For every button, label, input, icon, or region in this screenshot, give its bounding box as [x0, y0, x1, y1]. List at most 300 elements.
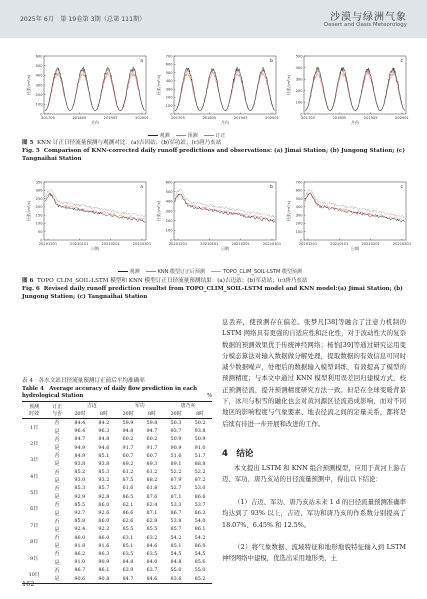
legend-corr-swatch: [204, 135, 214, 136]
table-cell: 61.8: [146, 485, 158, 492]
table-cell: 89.1: [170, 460, 182, 467]
legend-obs-label: 观测: [159, 133, 170, 139]
panel-label: c: [400, 59, 403, 64]
y-tick-label: 400: [295, 205, 303, 210]
legend-obs-label: 观测: [129, 269, 140, 275]
fig6-label-cn: 图 6: [22, 278, 34, 284]
journal-title-cn: 沙漠与绿洲气象: [330, 12, 407, 23]
table-cell: 86.0: [194, 542, 206, 549]
table-row: [22, 427, 212, 435]
table-cell: 85.6: [194, 559, 206, 566]
panel-label: a: [140, 59, 143, 64]
row-corrected-flag: 否: [54, 551, 60, 558]
table-cell: 85.1: [98, 452, 110, 459]
table-cell: 96.4: [74, 428, 86, 435]
y-tick-label: 200: [295, 221, 303, 226]
table-cell: 62.4: [146, 501, 158, 508]
table-cell: 63.5: [146, 550, 158, 557]
table-cell: 54.2: [170, 534, 182, 541]
x-tick-label: 201905: [233, 116, 248, 120]
row-corrected-flag: 否: [54, 436, 60, 443]
table-cell: 84.6: [146, 575, 158, 582]
figure-6: [22, 178, 412, 264]
table-cell: 84.9: [74, 452, 86, 459]
table-row: [22, 435, 212, 443]
figure-6-legend: [118, 268, 302, 275]
fig5-caption-en: Comparison of KNN-corrected daily runoff predictions and observations: (a) Jimai Station; (b) Jungong Station; (c) Tangnaihai Station: [22, 147, 405, 162]
y-tick-label: 600: [295, 188, 303, 193]
y-tick-label: 300: [165, 209, 173, 214]
y-tick-label: 500: [35, 63, 43, 68]
series-line: [45, 69, 145, 110]
x-tick-label: 201805: [202, 116, 217, 120]
figure-svg: [22, 52, 407, 140]
page-number: 162: [22, 580, 35, 588]
figure-5: [22, 52, 407, 140]
x-tick-label: 20210201: [101, 242, 120, 246]
table-row: [22, 460, 212, 468]
legend-knn-label: KNN 模型订正后预测: [157, 269, 205, 275]
table-row: [22, 493, 212, 501]
plot-frame: [44, 182, 146, 240]
section-heading-conclusion: 4 结论: [222, 449, 254, 459]
fig5-caption-cn: KNN 订正日径流量预测与观测对比：(a)吉因站；(b)军功站；(c)唐乃亥站: [37, 140, 222, 146]
chart-panel: [26, 54, 149, 125]
x-tick-label: 20210101: [70, 242, 89, 246]
table-cell: 92.8: [98, 493, 110, 500]
y-tick-label: 200: [165, 95, 173, 100]
series-line: [45, 72, 145, 111]
table-cell: 60.2: [122, 436, 134, 443]
table-cell: 53.7: [194, 501, 206, 508]
col-subhead-time: 20时: [170, 411, 182, 418]
table-cell: 50.3: [170, 419, 182, 426]
plot-frame: [304, 182, 406, 240]
legend-knn-swatch: [146, 271, 156, 272]
y-tick-label: 400: [35, 73, 43, 78]
row-day-label: 6日: [30, 506, 39, 513]
table-cell: 86.0: [98, 534, 110, 541]
series-line: [305, 67, 405, 111]
table-cell: 53.3: [170, 501, 182, 508]
series-line: [175, 67, 275, 111]
table-cell: 84.0: [146, 559, 158, 566]
table-row: [22, 468, 212, 476]
table-cell: 90.6: [74, 575, 86, 582]
y-tick-label: 300: [295, 77, 303, 82]
table-cell: 54.0: [194, 518, 206, 525]
row-day-label: 8日: [30, 539, 39, 546]
row-corrected-flag: 是: [54, 510, 60, 517]
table-cell: 61.2: [146, 469, 158, 476]
y-axis-label: 径流/(m³/s): [286, 200, 291, 222]
panel-label: c: [400, 185, 403, 190]
y-tick-label: 350: [35, 180, 43, 185]
table-cell: 90.9: [98, 559, 110, 566]
legend-obs-swatch: [118, 271, 128, 272]
row-corrected-flag: 是: [54, 559, 60, 566]
table-cell: 86.6: [122, 510, 134, 517]
table-cell: 85.8: [74, 518, 86, 525]
fig5-label-en: Fig. 5: [22, 147, 40, 154]
table-cell: 87.2: [194, 477, 206, 484]
row-corrected-flag: 否: [54, 485, 60, 492]
table-cell: 85.3: [98, 469, 110, 476]
y-tick-label: 500: [295, 54, 303, 59]
issue-info: 2025年 6月 第 19卷第 3期（总第 111期）: [20, 16, 146, 23]
table-cell: 51.7: [194, 452, 206, 459]
table-cell: 94.9: [74, 444, 86, 451]
conclusion-intro: 本文提出 LSTM 和 KNN 组合预测模型，应用于黄河上游吉迈、军功、唐乃亥站的日径流量预测中，得出以下结论：: [222, 464, 406, 484]
table-cell: 63.2: [146, 534, 158, 541]
table-cell: 86.2: [74, 550, 86, 557]
chart-panel: [156, 180, 281, 251]
legend-pred-label: 预测: [187, 133, 198, 139]
table-cell: 92.2: [98, 526, 110, 533]
row-corrected-flag: 是: [54, 428, 60, 435]
table-cell: 52.7: [170, 485, 182, 492]
chart-panel: [286, 54, 409, 125]
x-tick-label: 201905: [363, 116, 378, 120]
series-line: [305, 72, 405, 110]
figure-svg: [22, 178, 412, 266]
table-cell: 90.8: [98, 575, 110, 582]
fig6-caption-cn: TOPO_CLIM_SOIL-LSTM 模型和 KNN 模型订正日径流量预测结果：(a)吉迈站；(b)军功站；(c)唐乃亥站: [37, 278, 308, 284]
col-subhead-time: 8时: [196, 411, 205, 418]
row-day-label: 1日: [30, 424, 39, 431]
plot-frame: [44, 56, 146, 114]
table-cell: 54.2: [194, 534, 206, 541]
table-cell: 85.5: [74, 501, 86, 508]
row-corrected-flag: 是: [54, 494, 60, 501]
plot-frame: [304, 56, 406, 114]
table-cell: 60.7: [122, 452, 134, 459]
y-tick-label: 500: [165, 70, 173, 75]
legend-corr-label: 订正: [215, 133, 226, 139]
x-tick-label: 201705: [171, 116, 185, 120]
table-cell: 86.5: [122, 493, 134, 500]
table-row: [22, 501, 212, 509]
table-cell: 92.6: [98, 510, 110, 517]
row-corrected-flag: 否: [54, 502, 60, 509]
row-day-label: 4日: [30, 473, 39, 480]
x-axis-label: 月份: [351, 120, 359, 125]
table-cell: 86.0: [98, 501, 110, 508]
table-cell: 86.1: [194, 526, 206, 533]
series-line: [305, 193, 405, 222]
table-4-unit: %: [206, 392, 212, 399]
table-cell: 50.2: [194, 419, 206, 426]
table-cell: 94.8: [122, 428, 134, 435]
table-cell: 92.9: [74, 493, 86, 500]
series-line: [175, 72, 275, 111]
y-tick-label: 400: [165, 79, 173, 84]
series-line: [45, 193, 145, 223]
y-tick-label: 100: [165, 104, 173, 109]
table-row: [22, 452, 212, 460]
row-day-label: 2日: [30, 440, 39, 447]
legend-pred-swatch: [176, 135, 186, 136]
table-cell: 54.5: [194, 550, 206, 557]
table-cell: 92.4: [74, 526, 86, 533]
legend-obs-swatch: [148, 135, 158, 136]
table-cell: 83.6: [170, 575, 182, 582]
y-tick-label: 50: [37, 230, 43, 235]
table-cell: 62.8: [146, 518, 158, 525]
panel-label: a: [140, 185, 143, 190]
table-cell: 63.5: [122, 550, 134, 557]
table-cell: 86.6: [194, 493, 206, 500]
table-row: [22, 534, 212, 542]
table-cell: 85.7: [170, 526, 182, 533]
table-cell: 55.0: [170, 567, 182, 574]
table-cell: 85.2: [74, 469, 86, 476]
y-tick-label: 300: [295, 213, 303, 218]
x-tick-label: 201905: [103, 116, 118, 120]
table-cell: 87.9: [170, 477, 182, 484]
legend-lstm-swatch: [211, 271, 221, 272]
y-tick-label: 100: [295, 230, 303, 235]
y-tick-label: 300: [35, 83, 43, 88]
table-cell: 88.8: [194, 460, 206, 467]
chart-panel: [26, 180, 151, 251]
fig5-label-cn: 图 5: [22, 140, 34, 146]
table-row: [22, 558, 212, 566]
legend-lstm-label: TOPO_CLIM_SOIL-LSTM 模型预测: [222, 269, 302, 275]
x-tick-label: 20210301: [132, 242, 152, 246]
x-tick-label: 20210101: [200, 242, 219, 246]
x-tick-label: 20201201: [38, 242, 58, 246]
table-cell: 91.7: [146, 444, 158, 451]
chart-panel: [156, 54, 279, 125]
row-corrected-flag: 是: [54, 543, 60, 550]
row-day-label: 9日: [30, 555, 39, 562]
table-4-caption-cn: 表 4 各水文站日径流量预测订正前后平均准确率: [22, 378, 145, 384]
x-tick-label: 202001: [265, 116, 279, 120]
figure-5-caption: [22, 140, 407, 163]
table-cell: 92.7: [74, 510, 86, 517]
series-line: [305, 68, 405, 110]
fig6-label-en: Fig. 6: [22, 285, 40, 292]
table-cell: 62.6: [122, 518, 134, 525]
y-tick-label: 400: [295, 65, 303, 70]
table-cell: 86.2: [194, 510, 206, 517]
table-cell: 54.5: [170, 550, 182, 557]
y-tick-label: 600: [35, 54, 43, 59]
row-corrected-flag: 否: [54, 567, 60, 574]
table-row: [22, 574, 212, 583]
accuracy-table: [22, 401, 212, 584]
y-tick-label: 500: [295, 196, 303, 201]
y-tick-label: 0: [170, 112, 173, 117]
row-corrected-flag: 是: [54, 526, 60, 533]
table-cell: 61.6: [122, 485, 134, 492]
table-cell: 93.0: [74, 477, 86, 484]
x-tick-label: 201705: [301, 116, 315, 120]
table-cell: 89.2: [122, 460, 134, 467]
table-cell: 60.7: [146, 452, 158, 459]
table-cell: 91.0: [74, 559, 86, 566]
table-cell: 94.6: [98, 444, 110, 451]
table-cell: 60.2: [146, 436, 158, 443]
col-head-corr: 订正 与否: [46, 401, 67, 418]
table-cell: 85.5: [122, 526, 134, 533]
row-day-label: 7日: [30, 522, 39, 529]
table-cell: 62.1: [122, 501, 134, 508]
table-row: [22, 443, 212, 451]
table-cell: 86.3: [98, 550, 110, 557]
y-axis-label: 径流/(m³/s): [286, 74, 291, 96]
y-axis-label: 径流/(m³/s): [156, 74, 161, 96]
table-cell: 96.3: [98, 428, 110, 435]
row-corrected-flag: 否: [54, 518, 60, 525]
table-cell: 84.8: [122, 559, 134, 566]
x-tick-label: 201705: [41, 116, 55, 120]
y-tick-label: 200: [35, 92, 43, 97]
table-row: [22, 509, 212, 517]
table-cell: 86.1: [98, 567, 110, 574]
table-cell: 93.8: [98, 460, 110, 467]
series-line: [305, 189, 405, 217]
figure-5-legend: [148, 132, 226, 139]
table-cell: 52.2: [170, 469, 182, 476]
col-head-station: 吉迈: [86, 403, 97, 410]
table-cell: 86.0: [98, 518, 110, 525]
table-row: [22, 566, 212, 574]
discussion-paragraph: 息丢弃，使预测存在偏差。张梦凡[38]等融合了注意力机制的 LSTM 网络具有更强的自适应性和泛化性，对于波动性大的复杂数据的预测效果优于传统神经网络；杨怡[39]等通过研究运用变分模态算法对输入数据做分解处理，提取数据的有效信息可同时减少数据噪声，处理后的数据输入模型训练，有效提高了模型的预测精度；与本文中通过 KNN 模型利用误差回归建模方式，校正预测径流，提升预测精度研究方法一致。但是在全球变暖背景下，冰川与积雪的融化也会对黄河源区径流造成影响，而对不同地区的影响程度与气象要素、地表径流之间的定量关系，都将是后续有待进一步开展和改进的工作。: [222, 318, 406, 428]
x-axis-label: 日期: [351, 246, 359, 251]
table-cell: 85.1: [170, 542, 182, 549]
y-tick-label: 150: [35, 213, 43, 218]
table-cell: 84.8: [170, 559, 182, 566]
table-cell: 91.0: [194, 444, 206, 451]
table-cell: 84.7: [122, 575, 134, 582]
y-tick-label: 300: [165, 87, 173, 92]
row-day-label: 5日: [30, 490, 39, 497]
table-cell: 53.0: [194, 485, 206, 492]
y-tick-label: 300: [35, 188, 43, 193]
table-cell: 50.9: [194, 436, 206, 443]
table-cell: 85.3: [74, 485, 86, 492]
table-cell: 59.9: [122, 419, 134, 426]
x-tick-label: 202001: [395, 116, 409, 120]
table-cell: 91.6: [98, 542, 110, 549]
table-cell: 87.5: [122, 477, 134, 484]
table-cell: 50.9: [170, 436, 182, 443]
table-row: [22, 517, 212, 525]
x-axis-label: 月份: [221, 120, 229, 125]
table-cell: 87.6: [146, 493, 158, 500]
x-tick-label: 201805: [332, 116, 347, 120]
y-tick-label: 500: [165, 189, 173, 194]
col-subhead-time: 20时: [122, 411, 134, 418]
table-cell: 91.8: [74, 542, 86, 549]
table-cell: 55.0: [194, 567, 206, 574]
table-4-caption-en: Table 4 Average accuracy of daily flow prediction in each hydrological Station: [22, 385, 198, 399]
col-head-day: 预测 时效: [22, 401, 46, 418]
table-cell: 63.1: [122, 534, 134, 541]
y-tick-label: 0: [300, 112, 303, 117]
y-tick-label: 0: [170, 238, 173, 243]
y-tick-label: 100: [35, 221, 43, 226]
table-cell: 53.8: [170, 518, 182, 525]
table-cell: 84.8: [98, 436, 110, 443]
x-tick-label: 20210201: [361, 242, 380, 246]
table-cell: 84.4: [74, 419, 86, 426]
row-corrected-flag: 否: [54, 453, 60, 460]
y-axis-label: 径流/(m³/s): [156, 200, 161, 222]
fig6-caption-en: Revised daily runoff prediction resultst from TOPO_CLIM_SOIL-LSTM model and KNN model:(a) Jimai Station; (b) Jungong Station; (c) Tangnaihai Station: [22, 285, 403, 300]
x-tick-label: 20210301: [392, 242, 412, 246]
journal-title-en: Desert and Oasis Meteorology: [323, 22, 407, 28]
table-cell: 59.8: [146, 419, 158, 426]
plot-frame: [174, 182, 276, 240]
series-line: [175, 189, 275, 218]
row-corrected-flag: 是: [54, 461, 60, 468]
table-cell: 63.9: [122, 567, 134, 574]
x-tick-label: 20210301: [262, 242, 282, 246]
table-cell: 52.2: [194, 469, 206, 476]
table-cell: 85.5: [146, 526, 158, 533]
x-tick-label: 20210201: [231, 242, 250, 246]
table-row: [22, 476, 212, 484]
table-cell: 86.0: [74, 534, 86, 541]
table-cell: 84.6: [146, 542, 158, 549]
col-subhead-time: 20时: [74, 411, 86, 418]
y-tick-label: 100: [35, 102, 43, 107]
plot-frame: [174, 56, 276, 114]
x-tick-label: 20201201: [168, 242, 188, 246]
row-corrected-flag: 是: [54, 445, 60, 452]
x-tick-label: 201805: [72, 116, 87, 120]
x-axis-label: 日期: [91, 246, 99, 251]
y-tick-label: 0: [40, 238, 43, 243]
table-cell: 61.2: [122, 469, 134, 476]
table-cell: 93.8: [194, 428, 206, 435]
y-axis-label: 径流/(m³/s): [26, 74, 31, 96]
y-tick-label: 0: [300, 238, 303, 243]
table-cell: 93.7: [170, 428, 182, 435]
table-cell: 63.7: [146, 567, 158, 574]
y-tick-label: 400: [165, 199, 173, 204]
panel-label: b: [270, 59, 273, 64]
row-day-label: 10日: [22, 566, 46, 583]
table-row: [22, 542, 212, 550]
panel-label: b: [270, 185, 273, 190]
row-corrected-flag: 否: [54, 420, 60, 427]
conclusion-point-1: （1）吉迈、军功、唐乃亥站未来 1 d 的日径流量预测准确率均达到了 93% 以上，吉迈、军功和唐乃亥的作系数分别提高了 18.07%、6.45% 和 12.5%。: [222, 498, 406, 529]
table-cell: 87.1: [170, 493, 182, 500]
figure-6-caption: [22, 278, 407, 301]
table-cell: 85.2: [194, 575, 206, 582]
table-row: [22, 484, 212, 492]
y-tick-label: 600: [165, 180, 173, 185]
table-cell: 86.7: [170, 510, 182, 517]
table-cell: 51.6: [170, 452, 182, 459]
col-head-station: 军功: [134, 403, 145, 410]
col-subhead-time: 8时: [99, 411, 108, 418]
table-cell: 94.7: [146, 428, 158, 435]
table-cell: 93.2: [98, 477, 110, 484]
table-cell: 93.8: [74, 460, 86, 467]
x-axis-label: 日期: [221, 246, 229, 251]
conclusion-point-2: （2）将气象数据、流域特征和地形地貌特征输入到 LSTM 神经网络中建模，优选出采用地形类、土: [222, 543, 406, 563]
table-cell: 84.7: [74, 436, 86, 443]
y-tick-label: 100: [165, 228, 173, 233]
series-line: [45, 193, 145, 221]
table-row: [22, 418, 212, 427]
table-cell: 89.3: [146, 460, 158, 467]
